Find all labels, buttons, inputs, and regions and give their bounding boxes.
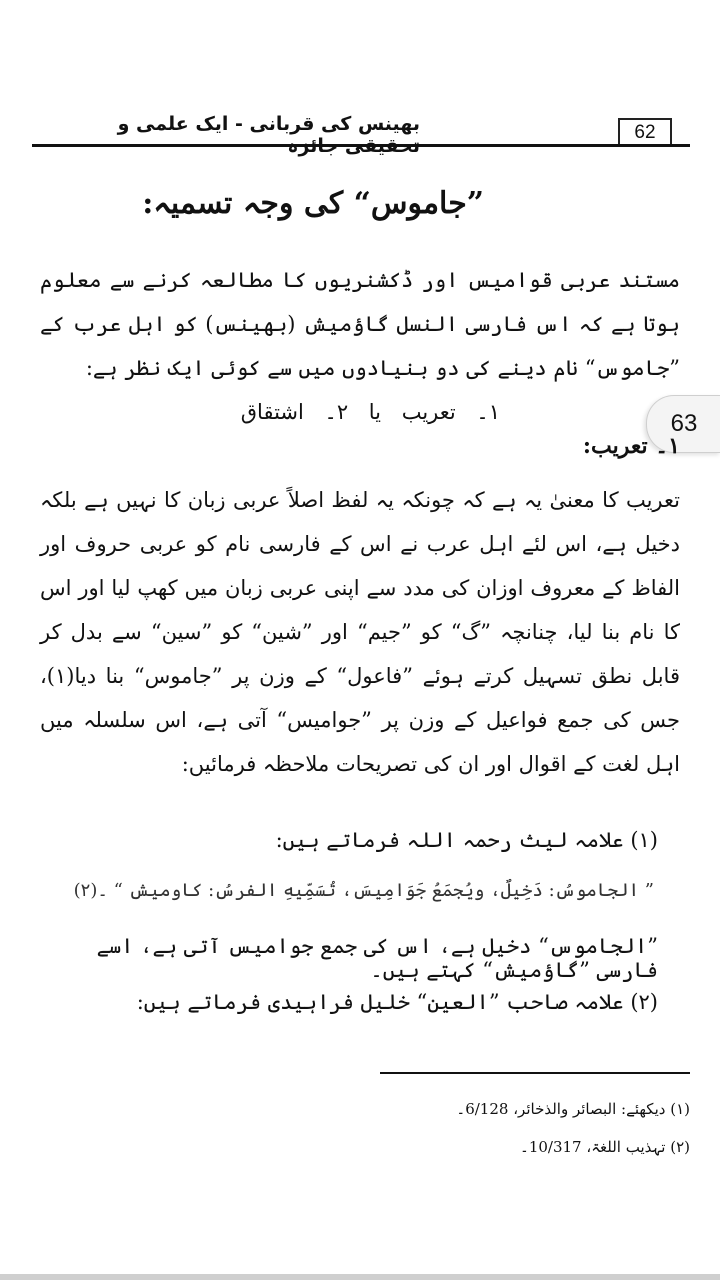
- running-header-title: بھینس کی قربانی - ایک علمی و: [117, 113, 420, 135]
- footnote-divider: [380, 1072, 690, 1074]
- next-page-tab[interactable]: 63: [646, 395, 720, 453]
- quote1-intro: (۱) علامہ لیث رحمہ اللہ فرماتے ہیں:: [275, 828, 658, 852]
- header-divider: [32, 144, 690, 147]
- section-heading: ”جاموس“ کی وجہ تسمیہ:: [142, 186, 484, 221]
- footnote-2: (۲) تہذیب اللغۃ، 10/317۔: [520, 1138, 690, 1156]
- page-number: 62: [618, 118, 672, 146]
- options-list: ۱۔ تعریب یا ۲۔ اشتقاق: [240, 400, 500, 424]
- quote1-translation: ”الجاموس“ دخیل ہے، اس کی جمع جوامیس آتی ہے، اسے فارسی ”گاؤمیش“ کہتے ہیں۔: [96, 934, 658, 982]
- sub-heading-tareeb: ۱۔ تعریب:: [582, 433, 680, 459]
- quote2-intro: (۲) علامہ صاحب ”العین“ خلیل فراہیدی فرماتے ہیں:: [136, 990, 658, 1014]
- quote1-arabic: ” الجاموسُ: دَخِيلٌ، ويُجمَعُ جَوَامِيسَ، تُسَمِّيهِ الفرسُ: كاوميش “ ۔(۲): [73, 880, 654, 901]
- footnote-1: (۱) دیکھئے: البصائر والذخائر، 6/128۔: [456, 1100, 690, 1118]
- paragraph-intro: مستند عربی قوامیس اور ڈکشنریوں کا مطالعہ کرنے سے معلوم ہوتا ہے کہ اس فارسی النسل گاؤمیش (بھینس) کو اہل عرب کے ”جاموس“ نام دینے کی دو بنیادوں میں سے کوئی ایک نظر ہے:: [40, 268, 680, 380]
- paragraph-tareeb: تعریب کا معنیٰ یہ ہے کہ چونکہ یہ لفظ اصلاً عربی زبان کا نہیں ہے بلکہ دخیل ہے، اس لئے اہل عرب نے اس کے فارسی نام کو عربی حروف اور الفاظ کے معروف اوزان کی مدد سے اپنی عربی زبان میں کھپ لیا اور اس کا نام بنا لیا، چنانچہ ”گ“ کو ”جیم“ اور ”شین“ کو ”سین“ سے بدل کر قابل نطق تسہیل کرتے ہوئے ”فاعول“ کے وزن پر ”جاموس“ بنا دیا(۱)، جس کی جمع فواعیل کے وزن پر ”جوامیس“ آتی ہے، اس سلسلہ میں اہل لغت کے اقوال اور ان کی تصریحات ملاحظہ فرمائیں:: [40, 488, 680, 776]
- bottom-scroll-bar: [0, 1274, 720, 1280]
